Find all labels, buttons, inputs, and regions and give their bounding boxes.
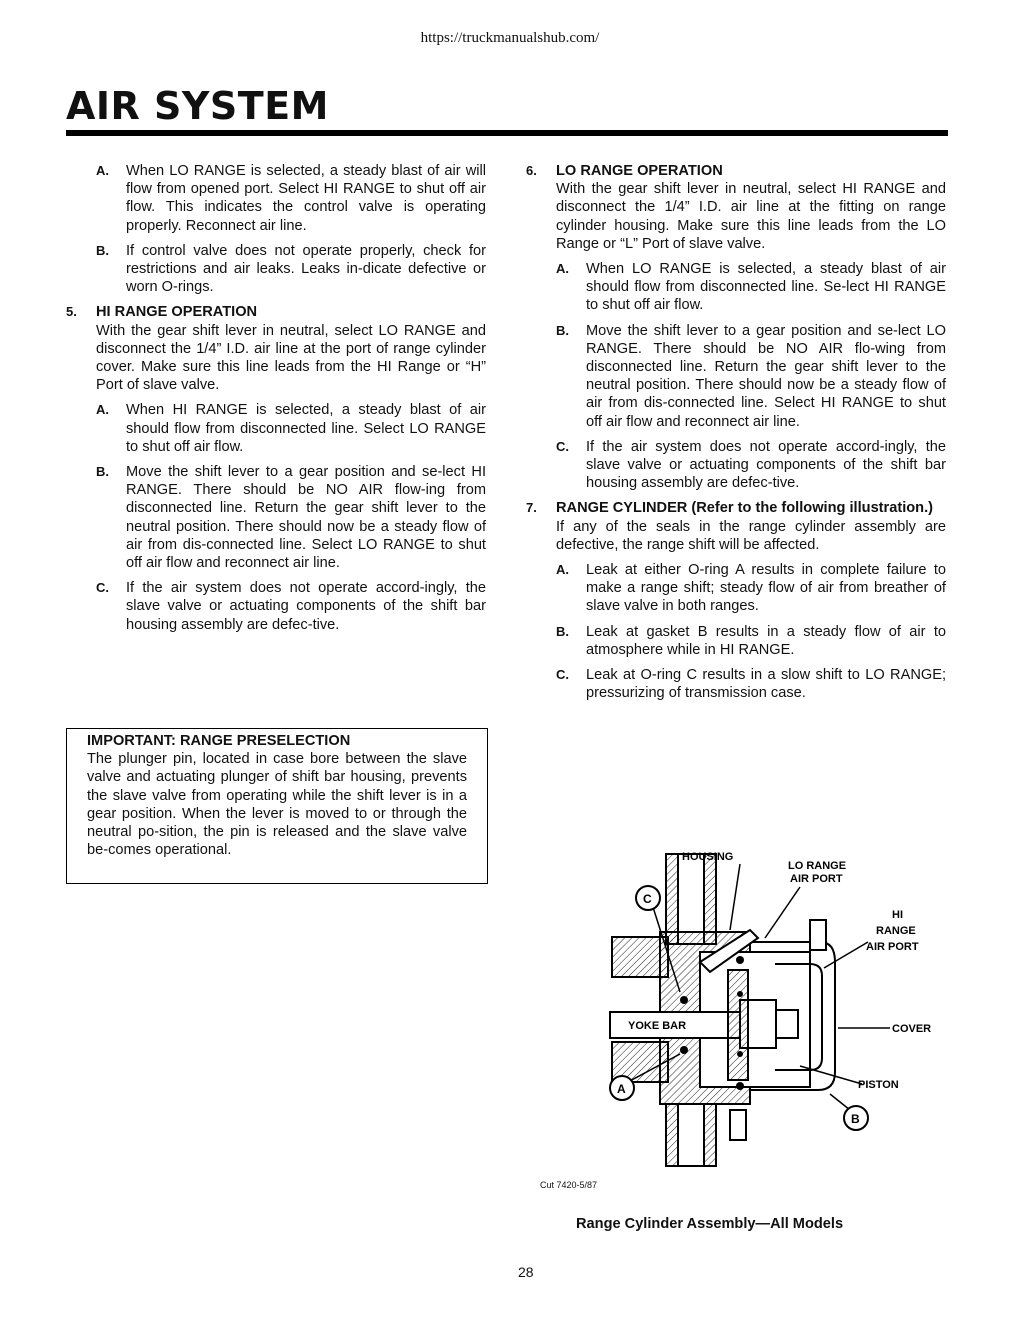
hi-port-label-3: AIR PORT — [866, 941, 919, 953]
cut-reference: Cut 7420-5/87 — [540, 1180, 598, 1190]
hi-port-label-2: RANGE — [876, 925, 916, 937]
page-number: 28 — [518, 1264, 534, 1280]
section-5 — [66, 303, 486, 394]
callout-a-label: A — [617, 1082, 626, 1096]
item-label: A. — [96, 163, 109, 178]
item-label: B. — [96, 242, 109, 258]
item-text: If control valve does not operate properly, check for restrictions and air leaks. Leaks in-dicate defective or worn O-rings. — [126, 242, 486, 296]
section-text: If any of the seals in the range cylinder assembly are defective, the range shift will be affected. — [556, 518, 946, 553]
item-text: Move the shift lever to a gear position and se-lect LO RANGE. There should be NO AIR flo-wing from disconnected line. Return the gear shift lever to the neutral position. There should now be a steady flow of air from dis-connected line. Select HI RANGE to shut off air flow and reconnect air line. — [586, 322, 946, 430]
section-heading: LO RANGE OPERATION — [556, 163, 723, 179]
item-text: If the air system does not operate accord-ingly, the slave valve or actuating components of the shift bar housing assembly are defec-tive. — [586, 438, 946, 492]
section-7-item-c — [526, 666, 946, 702]
left-item-b — [66, 242, 486, 297]
piston-label: PISTON — [858, 1079, 899, 1091]
callout-c-label: C — [643, 892, 652, 906]
item-label: B. — [556, 322, 569, 338]
section-number: 6. — [526, 163, 537, 178]
item-label: A. — [556, 261, 569, 277]
section-number: 5. — [66, 304, 77, 320]
item-label: C. — [556, 667, 569, 683]
item-text: If the air system does not operate accord-ingly, the slave valve or actuating components of the shift bar housing assembly are defec-tive. — [126, 580, 486, 633]
housing-label: HOUSING — [682, 851, 734, 863]
section-7-item-b — [526, 623, 946, 659]
left-item-a — [66, 162, 486, 235]
source-url: https://truckmanualshub.com/ — [420, 30, 600, 46]
item-text: Leak at O-ring C results in a slow shift to LO RANGE; pressurizing of transmission case. — [586, 667, 946, 702]
section-6-item-b — [526, 322, 946, 431]
section-5-item-a — [66, 401, 486, 456]
section-5-item-b — [66, 463, 486, 572]
lo-port-label-1: LO RANGE — [788, 860, 847, 872]
section-heading: HI RANGE OPERATION — [96, 304, 258, 321]
item-text: When HI RANGE is selected, a steady blast of air should flow from disconnected line. Select LO RANGE to shut off air flow. — [126, 402, 486, 455]
section-number: 7. — [526, 500, 537, 516]
item-label: C. — [96, 580, 109, 596]
item-text: Move the shift lever to a gear position and se-lect HI RANGE. There should be NO AIR flow-ing from disconnected line. Return the gear shift lever to the neutral position. There should now be a steady flow of air from dis-connected line. Select LO RANGE to shut off air flow and reconnect air line. — [126, 464, 486, 572]
item-label: B. — [96, 464, 109, 480]
section-6-item-a — [526, 260, 946, 315]
section-heading: RANGE CYLINDER (Refer to the following illustration.) — [556, 500, 934, 517]
item-text: When LO RANGE is selected, a steady blast of air will flow from opened port. Select HI RANGE to shut off air flow. This indicates the control valve is operating properly. Reconnect air line. — [126, 163, 486, 234]
section-6-item-c — [526, 438, 946, 493]
left-column — [66, 162, 486, 641]
important-note-box — [66, 728, 488, 884]
yoke-bar-label: YOKE BAR — [628, 1020, 687, 1032]
callout-b-label: B — [851, 1112, 860, 1126]
range-cylinder-diagram — [600, 842, 960, 1172]
section-text: With the gear shift lever in neutral, select HI RANGE and disconnect the 1/4” I.D. air line at the fitting on range cylinder housing. Make sure this line leads from the LO Range or “L” Port of slave valve. — [556, 181, 946, 252]
item-label: A. — [96, 402, 109, 418]
cover-label: COVER — [892, 1023, 932, 1035]
page-title: AIR SYSTEM — [66, 84, 329, 128]
right-column — [526, 162, 946, 709]
title-rule — [66, 130, 948, 136]
section-6 — [526, 162, 946, 253]
section-7 — [526, 499, 946, 554]
hi-port-label-1: HI — [892, 909, 903, 921]
section-7-item-a — [526, 561, 946, 616]
lo-port-label-2: AIR PORT — [790, 873, 843, 885]
item-label: B. — [556, 623, 569, 639]
note-title: IMPORTANT: RANGE PRESELECTION — [87, 733, 351, 749]
section-5-item-c — [66, 579, 486, 634]
item-label: C. — [556, 438, 569, 454]
item-text: Leak at either O-ring A results in complete failure to make a range shift; steady flow of air from breather of slave valve in both ranges. — [586, 562, 946, 615]
figure-caption: Range Cylinder Assembly—All Models — [576, 1216, 844, 1232]
item-label: A. — [556, 562, 569, 578]
section-text: With the gear shift lever in neutral, select LO RANGE and disconnect the 1/4” I.D. air line at the port of range cylinder cover. Make sure this line leads from the HI Range or “H” Port of slave valve. — [96, 322, 486, 394]
note-text: The plunger pin, located in case bore between the slave valve and actuating plunger of shift bar housing, prevents the slave valve from operating while the shift lever is in a gear position. When the lever is moved to or through the neutral po-sition, the pin is released and the slave valve be-comes operational. — [87, 751, 467, 859]
item-text: Leak at gasket B results in a steady flow of air to atmosphere while in HI RANGE. — [586, 623, 946, 658]
item-text: When LO RANGE is selected, a steady blast of air should flow from disconnected line. Se-lect HI RANGE to shut off air flow. — [586, 261, 946, 314]
